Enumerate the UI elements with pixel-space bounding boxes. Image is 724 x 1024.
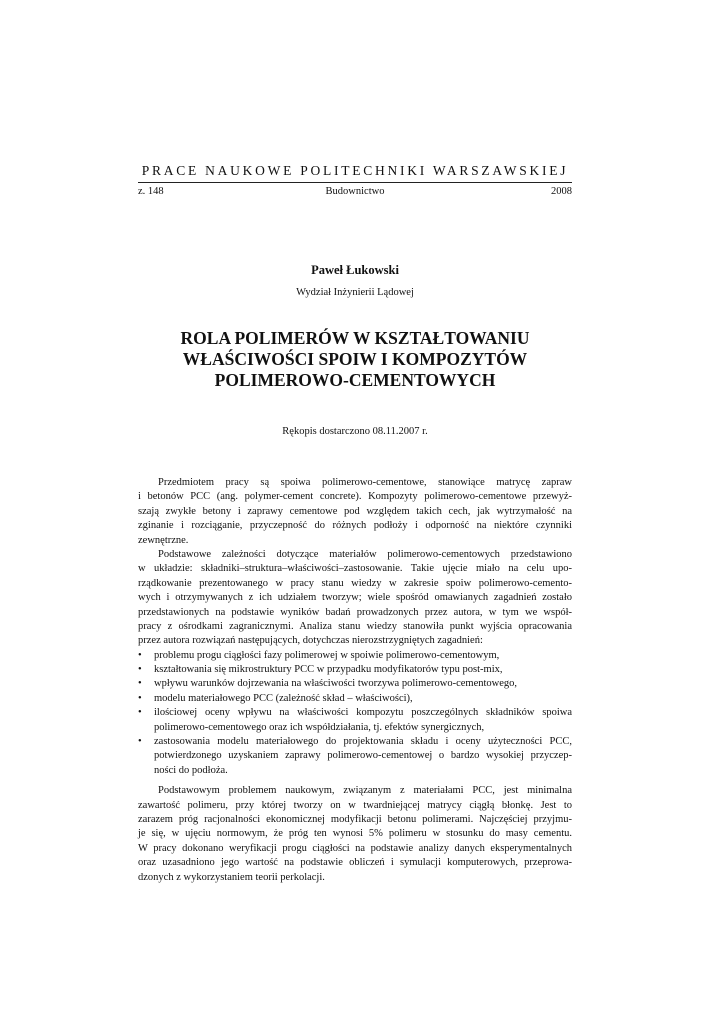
title-line: POLIMEROWO-CEMENTOWYCH bbox=[214, 370, 496, 390]
list-item bbox=[138, 677, 572, 691]
bullet-list bbox=[138, 649, 572, 779]
list-item bbox=[138, 706, 572, 735]
bullet-icon: • bbox=[138, 692, 142, 704]
text-line: problemu progu ciągłości fazy polimerowej w spoiwie polimerowo-cementowym, bbox=[154, 649, 500, 661]
text-line: Podstawowym problemem naukowym, związanym z materiałami PCC, jest minimalna bbox=[158, 785, 572, 797]
text-line: zastosowania modelu materiałowego do projektowania składu i oceny użyteczności PCC, bbox=[154, 736, 572, 748]
abstract-body bbox=[138, 476, 572, 885]
series-label: Budownictwo bbox=[325, 186, 385, 197]
author-affiliation: Wydział Inżynierii Lądowej bbox=[296, 287, 414, 298]
list-item bbox=[138, 735, 572, 778]
text-line: ilościowej oceny wpływu na właściwości kompozytu poszczególnych składników spoiwa bbox=[154, 707, 572, 719]
text-line: zewnętrzne. bbox=[138, 534, 189, 546]
year-label: 2008 bbox=[551, 186, 572, 197]
text-line: przez autora rozwiązań następujących, dotychczas nierozstrzygniętych zagadnień: bbox=[138, 635, 483, 647]
bullet-icon: • bbox=[138, 707, 142, 719]
bullet-icon: • bbox=[138, 649, 142, 661]
journal-name: PRACE NAUKOWE POLITECHNIKI WARSZAWSKIEJ bbox=[141, 163, 569, 178]
list-item bbox=[138, 649, 572, 663]
paragraph-3 bbox=[138, 784, 572, 885]
text-line: modelu materiałowego PCC (zależność skład – właściwości), bbox=[154, 692, 413, 704]
text-line: zarazem próg racjonalności ekonomicznej modyfikacji betonu polimerami. Najczęściej przyjmu- bbox=[138, 813, 572, 825]
list-item bbox=[138, 663, 572, 677]
text-line: ności do podłoża. bbox=[154, 764, 228, 776]
bullet-icon: • bbox=[138, 664, 142, 676]
text-line: W pracy dokonano weryfikacji progu ciągłości na podstawie analizy danych eksperymentalnych bbox=[138, 842, 572, 854]
text-line: je się, w ujęciu normowym, że próg ten wynosi 5% polimeru w stosunku do masy cementu. bbox=[138, 828, 572, 840]
paragraph-1 bbox=[138, 476, 572, 548]
text-line: Podstawowe zależności dotyczące materiałów polimerowo-cementowych przedstawiono bbox=[158, 548, 572, 560]
bullet-icon: • bbox=[138, 736, 142, 748]
text-line: rządkowanie prezentowanego w pracy stanu wiedzy w zakresie spoiw polimerowo-cemento- bbox=[138, 577, 572, 589]
text-line: przedstawionych na podstawie wyników badań prowadzonych przez autora, w tym we współ- bbox=[138, 606, 572, 618]
text-line: zginanie i rozciąganie, przyczepność do różnych podłoży i odporność na niektóre czynniki bbox=[138, 520, 572, 532]
title-line: WŁAŚCIWOŚCI SPOIW I KOMPOZYTÓW bbox=[182, 349, 528, 369]
text-line: pracy z ośrodkami zagranicznymi. Analiza stanu wiedzy stanowiła punkt wyjścia opracowania bbox=[138, 620, 572, 632]
received-date: Rękopis dostarczono 08.11.2007 r. bbox=[282, 426, 428, 437]
header-rule bbox=[138, 182, 572, 183]
text-line: w układzie: składniki–struktura–właściwości–zastosowanie. Takie ujęcie miało na celu upo- bbox=[138, 563, 572, 575]
text-line: wych i otrzymywanych z ich udziałem tworzyw; wiele spośród omawianych zagadnień zostało bbox=[138, 592, 572, 604]
title-line: ROLA POLIMERÓW W KSZTAŁTOWANIU bbox=[180, 328, 530, 348]
text-line: oraz uzasadniono jego wartość na podstawie obliczeń i symulacji komputerowych, przeprowa- bbox=[138, 857, 572, 869]
text-line: potwierdzonego uzyskaniem zaprawy polimerowo-cementowej o bardzo wysokiej przyczep- bbox=[154, 750, 572, 762]
text-line: dzonych z wykorzystaniem teorii perkolacji. bbox=[138, 871, 325, 883]
author-name: Paweł Łukowski bbox=[311, 263, 399, 277]
paper-title bbox=[118, 328, 592, 391]
text-line: kształtowania się mikrostruktury PCC w przypadku modyfikatorów typu post-mix, bbox=[154, 664, 503, 676]
text-line: wpływu warunków dojrzewania na właściwości tworzywa polimerowo-cementowego, bbox=[154, 678, 518, 690]
text-line: i betonów PCC (ang. polymer-cement concrete). Kompozyty polimerowo-cementowe przewyż- bbox=[138, 491, 572, 503]
text-line: polimerowo-cementowego oraz ich współdziałania, tj. efektów synergicznych, bbox=[154, 721, 485, 733]
text-line: szają zwykłe betony i zaprawy cementowe pod względem takich cech, jak wytrzymałość na bbox=[138, 505, 572, 517]
list-item bbox=[138, 692, 572, 706]
text-line: zawartość polimeru, przy której tworzy on w twardniejącej matrycy ciągłą błonkę. Jest to bbox=[138, 799, 572, 811]
bullet-icon: • bbox=[138, 678, 142, 690]
text-line: Przedmiotem pracy są spoiwa polimerowo-cementowe, stanowiące matrycę zapraw bbox=[158, 477, 572, 488]
paragraph-2 bbox=[138, 548, 572, 649]
volume-label: z. 148 bbox=[138, 186, 164, 197]
